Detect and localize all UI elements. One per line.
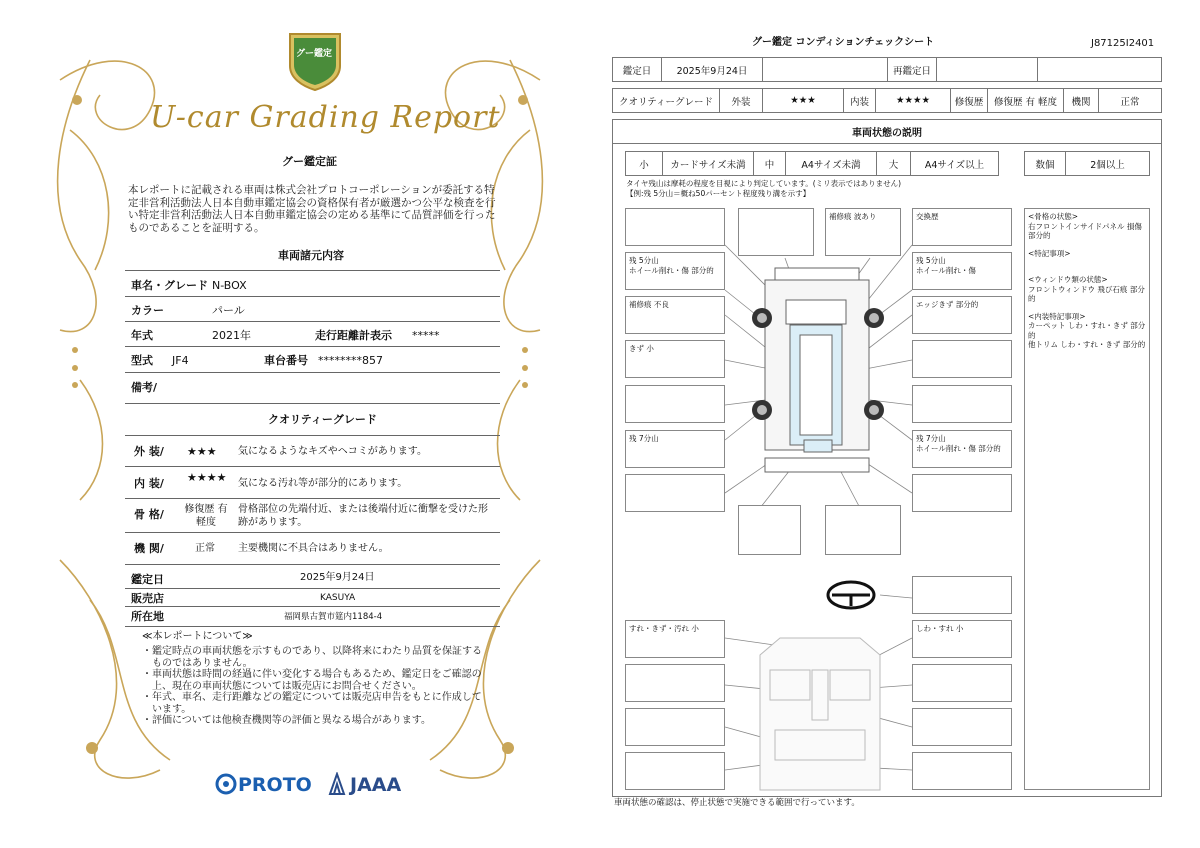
- report-title: U-car Grading Report: [150, 100, 501, 135]
- note-left-3: きず 小: [625, 340, 725, 378]
- remarks-label: 備考/: [131, 381, 158, 394]
- frame-text: 右フロントインサイドパネル 損傷 部分的: [1028, 221, 1142, 240]
- frame-title: <骨格の状態>: [1028, 212, 1079, 221]
- tire-note-2: 【例:残 5分山＝概ね50パーセント程度残り溝を示す】: [626, 189, 811, 198]
- interior-label: 内 装/: [134, 477, 164, 490]
- note-top-right: 交換歴: [912, 208, 1012, 246]
- car-name-label: 車名・グレード: [131, 279, 208, 292]
- note-rear-right-tire: 残 7分山 ホイール削れ・傷 部分的: [912, 430, 1012, 468]
- location-label: 所在地: [131, 610, 164, 623]
- note-box: [912, 664, 1012, 702]
- mileage-value: *****: [412, 329, 440, 342]
- note-box: [625, 385, 725, 423]
- note-box: [912, 340, 1012, 378]
- certificate-subtitle: グー鑑定証: [282, 155, 337, 168]
- frame-desc: 骨格部位の先端付近、または後端付近に衝撃を受けた形跡があります。: [238, 504, 488, 528]
- note-box: [912, 474, 1012, 512]
- note-box: [912, 708, 1012, 746]
- note-rear-left-tire: 残 7分山: [625, 430, 725, 468]
- color-value: パール: [212, 304, 245, 317]
- exterior-desc: 気になるようなキズやヘコミがあります。: [238, 446, 427, 457]
- engine-value: 正常: [1120, 96, 1140, 108]
- note-box: [912, 576, 1012, 614]
- size-mid: 中: [764, 159, 775, 171]
- year-label: 年式: [131, 329, 153, 342]
- size-large: 大: [888, 159, 899, 171]
- location-value: 福岡県古賀市筵内1184-4: [284, 612, 383, 622]
- note-interior-right: しわ・すれ 小: [912, 620, 1012, 658]
- interior-text-2: 他トリム しわ・すれ・きず 部分的: [1028, 340, 1146, 349]
- count-value: 2個以上: [1090, 159, 1125, 171]
- size-mid-desc: A4サイズ未満: [801, 159, 861, 171]
- grade-heading: クオリティーグレード: [268, 413, 377, 426]
- badge-label: グー鑑定: [296, 49, 333, 59]
- note-box: [912, 385, 1012, 423]
- side-remarks-panel: [1024, 208, 1150, 790]
- note-right-2: エッジきず 部分的: [912, 296, 1012, 334]
- engine-desc: 主要機関に不具合はありません。: [238, 543, 389, 554]
- notice-item: 年式、車名、走行距離などの鑑定については販売店申告をもとに作成しています。: [152, 692, 482, 715]
- intro-paragraph: 本レポートに記載される車両は株式会社プロトコーポレーションが委託する特定非営利活動法人日本自動車鑑定協会の資格保有者が厳選かつ公平な検査を行い特定非営利活動法人日本自動車鑑定協会の定める基準にて品質評価を行ったものであることを証明する。: [128, 184, 496, 234]
- int-stars: ★★★★: [895, 95, 931, 106]
- exterior-stars: ★★★: [187, 445, 217, 458]
- notice-item: 評価については他検査機関等の評価と異なる場合があります。: [152, 715, 431, 726]
- engine-label: 機 関/: [134, 542, 164, 555]
- note-left-2: 補修痕 不良: [625, 296, 725, 334]
- exterior-label: 外 装/: [134, 445, 164, 458]
- window-text: フロントウィンドウ 飛び石痕 部分的: [1028, 284, 1145, 303]
- note-box: [625, 208, 725, 246]
- notice-item: 車両状態は時間の経過に伴い変化する場合もあるため、鑑定日をご確認の上、現在の車両状態については販売店にお問合せください。: [152, 669, 482, 692]
- note-top-mid: 補修痕 波あり: [825, 208, 901, 256]
- size-large-desc: A4サイズ以上: [924, 159, 985, 171]
- special-title: <特記事項>: [1028, 248, 1071, 258]
- date-label: 鑑定日: [131, 573, 164, 586]
- proto-logo-text: PROTO: [238, 774, 312, 796]
- interior-title: <内装特記事項>: [1028, 311, 1086, 321]
- int-label: 内装: [849, 96, 869, 108]
- ext-stars: ★★★: [790, 95, 816, 106]
- engine-label: 機関: [1071, 96, 1091, 108]
- notice-item: 鑑定時点の車両状態を示すものであり、以降将来にわたり品質を保証するものではありません。: [152, 646, 482, 669]
- color-label: カラー: [131, 304, 164, 317]
- frame-label: 骨 格/: [134, 508, 164, 521]
- repair-label: 修復歴: [954, 96, 984, 108]
- section-title: 車両状態の説明: [612, 119, 1162, 144]
- date-label: 鑑定日: [622, 65, 652, 77]
- spec-heading: 車両諸元内容: [278, 249, 344, 262]
- interior-text-1: カーペット しわ・すれ・きず 部分的: [1028, 321, 1146, 340]
- notice-list: ・ 鑑定時点の車両状態を示すものであり、以降将来にわたり品質を保証するものではありません。 ・ 車両状態は時間の経過に伴い変化する場合もあるため、鑑定日をご確認の上、現在の車両状態については販売店にお問合せください。 ・ 年式、車名、走行距離などの鑑定については販売店申告をもとに作成しています。 ・ 評価については他検査機関等の評価と異なる場合があります。: [142, 646, 487, 727]
- jaaa-logo-text: JAAA: [350, 774, 402, 796]
- note-box: [625, 664, 725, 702]
- note-box: [912, 752, 1012, 790]
- mileage-label: 走行距離計表示: [315, 329, 392, 342]
- note-box: [738, 505, 801, 555]
- sheet-title: グー鑑定 コンディションチェックシート: [752, 37, 935, 48]
- frame-value: 修復歴 有 軽度: [184, 504, 228, 528]
- model-value: JF4: [172, 354, 189, 367]
- note-box: [625, 708, 725, 746]
- note-front-left-tire: 残 5分山 ホイール削れ・傷 部分的: [625, 252, 725, 290]
- redate-label: 再鑑定日: [892, 65, 931, 77]
- note-box: [625, 752, 725, 790]
- interior-stars: ★★★★: [187, 471, 227, 484]
- note-front-right-tire: 残 5分山 ホイール削れ・傷: [912, 252, 1012, 290]
- document-id: J87125I2401: [1091, 38, 1155, 49]
- chassis-value: ********857: [318, 354, 383, 367]
- window-title: <ウィンドウ類の状態>: [1028, 275, 1108, 284]
- chassis-label: 車台番号: [264, 354, 308, 367]
- notice-heading: ≪本レポートについて≫: [142, 631, 253, 642]
- date-value: 2025年9月24日: [300, 572, 375, 583]
- tire-note-1: タイヤ残山は摩耗の程度を目視により判定しています。(ミリ表示ではありません): [626, 179, 902, 188]
- quality-label: クオリティーグレード: [618, 96, 714, 108]
- size-small: 小: [639, 159, 649, 171]
- note-interior-left: すれ・きず・汚れ 小: [625, 620, 725, 658]
- note-box: [625, 474, 725, 512]
- note-box: [738, 208, 814, 256]
- shop-value: KASUYA: [320, 593, 356, 603]
- size-small-desc: カードサイズ未満: [670, 159, 746, 171]
- count-label: 数個: [1035, 159, 1055, 171]
- ext-label: 外装: [731, 96, 751, 108]
- shop-label: 販売店: [131, 592, 164, 605]
- year-value: 2021年: [212, 329, 251, 342]
- repair-value: 修復歴 有 軽度: [993, 96, 1058, 108]
- car-name-value: N-BOX: [212, 279, 247, 292]
- model-label: 型式: [131, 354, 153, 367]
- engine-value: 正常: [195, 543, 215, 554]
- note-box: [825, 505, 901, 555]
- date-value: 2025年9月24日: [676, 65, 748, 77]
- sheet-footer: 車両状態の確認は、停止状態で実施できる範囲で行っています。: [614, 798, 860, 808]
- interior-desc: 気になる汚れ等が部分的にあります。: [238, 478, 408, 489]
